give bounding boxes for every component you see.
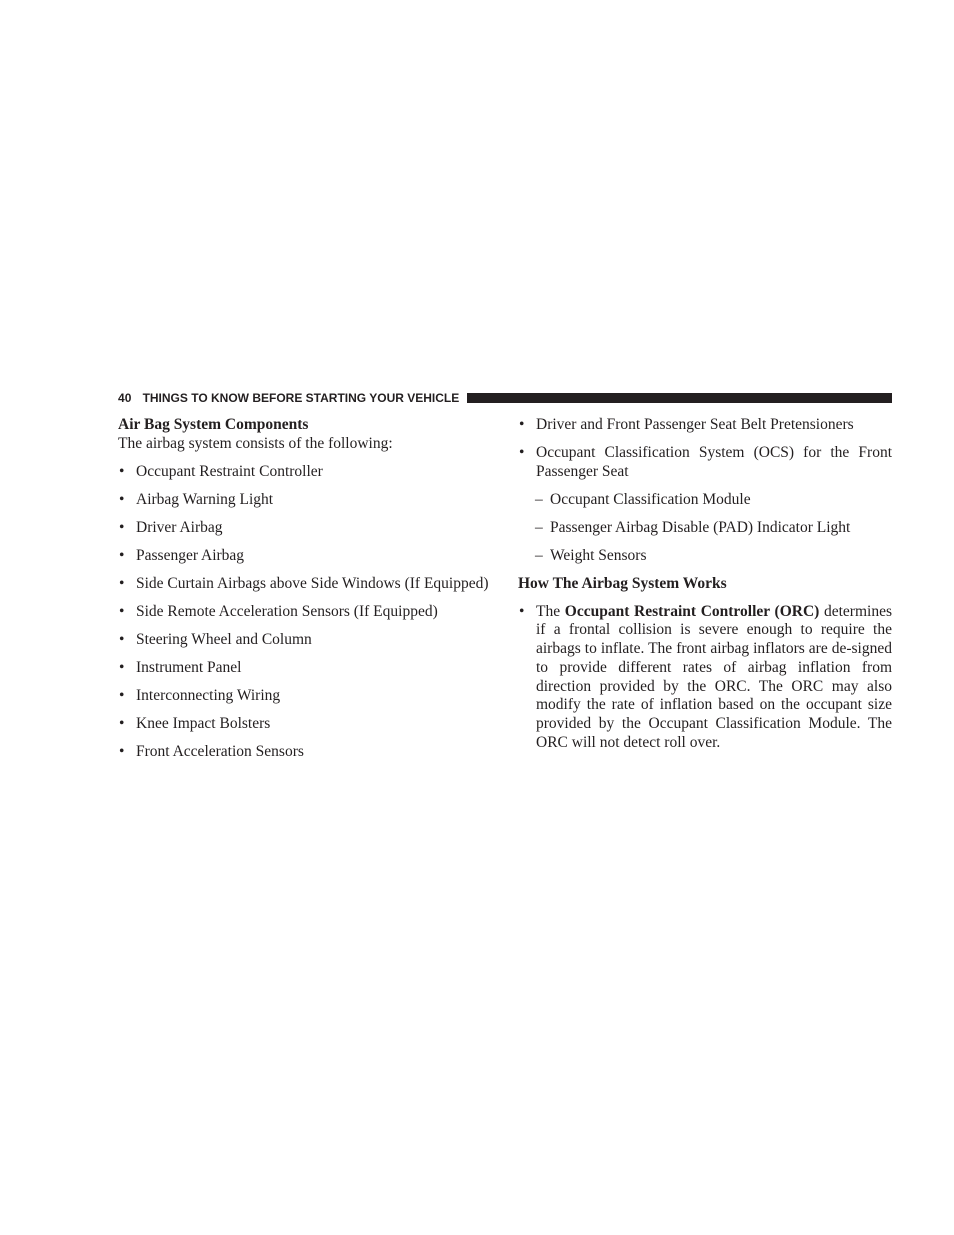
left-column (118, 416, 492, 771)
list-item-text: Side Remote Acceleration Sensors (If Equipped) (136, 602, 438, 620)
list-item (118, 491, 492, 510)
list-item-text: Airbag Warning Light (136, 490, 274, 508)
sub-list-item (518, 547, 892, 566)
list-item-text: Driver and Front Passenger Seat Belt Pretensioners (536, 416, 854, 433)
list-item (118, 659, 492, 678)
bullet-icon: • (119, 686, 125, 704)
bullet-icon: • (119, 602, 125, 620)
list-item (118, 743, 492, 762)
sub-list-item-text: Occupant Classification Module (550, 490, 751, 508)
list-item-text: Knee Impact Bolsters (136, 714, 271, 732)
page-number: 40 (118, 391, 132, 405)
dash-icon: – (535, 518, 543, 536)
list-item-text: Side Curtain Airbags above Side Windows (If Equipped) (136, 574, 489, 592)
bullet-icon: • (119, 490, 125, 508)
list-item (118, 463, 492, 482)
list-item-text: Occupant Restraint Controller (136, 462, 323, 480)
sub-list-item-text: Weight Sensors (550, 546, 647, 564)
bullet-icon: • (119, 518, 125, 536)
list-item (118, 687, 492, 706)
list-item (118, 547, 492, 566)
bullet-icon: • (119, 714, 125, 732)
bullet-icon: • (119, 462, 125, 480)
sub-list-item-text: Passenger Airbag Disable (PAD) Indicator Light (550, 518, 851, 536)
list-item (118, 631, 492, 650)
list-item (118, 575, 492, 594)
header-rule (467, 393, 892, 403)
list-item (518, 444, 892, 481)
list-item (118, 519, 492, 538)
sub-list-item (518, 491, 892, 510)
bullet-icon: • (119, 742, 125, 760)
bullet-icon: • (519, 602, 525, 620)
list-item-text: Interconnecting Wiring (136, 686, 281, 704)
section-heading-components: Air Bag System Components (118, 416, 309, 433)
list-item (518, 603, 892, 753)
list-item (118, 715, 492, 734)
works-bold-term: Occupant Restraint Controller (ORC) (564, 602, 820, 620)
dash-icon: – (535, 546, 543, 564)
components-intro: The airbag system consists of the following: (118, 434, 393, 452)
running-header-title: THINGS TO KNOW BEFORE STARTING YOUR VEHICLE (142, 391, 460, 405)
list-item-text: Occupant Classification System (OCS) for the Front Passenger Seat (536, 444, 892, 480)
list-item-text: Passenger Airbag (136, 546, 245, 564)
bullet-icon: • (119, 658, 125, 676)
list-item (118, 603, 492, 622)
page-header (118, 390, 892, 406)
bullet-icon: • (519, 444, 525, 461)
works-rest: determines if a frontal collision is severe enough to require the airbags to inflate. The front airbag inflators are de-signed to provide different rates of airbag inflation from direction provided by the ORC. The ORC may also modify the rate of inflation based on the occupant size provided by the Occupant Classification Module. The ORC will not detect roll over. (536, 602, 892, 751)
bullet-icon: • (519, 416, 525, 433)
list-item-text: Front Acceleration Sensors (136, 742, 304, 760)
bullet-icon: • (119, 574, 125, 592)
bullet-icon: • (119, 630, 125, 648)
list-item-text: Steering Wheel and Column (136, 630, 312, 648)
section-heading-how-it-works: How The Airbag System Works (518, 574, 727, 592)
right-column (518, 416, 892, 762)
works-prefix: The (536, 602, 561, 620)
list-item (518, 416, 892, 435)
list-item-text: Instrument Panel (136, 658, 242, 676)
dash-icon: – (535, 490, 543, 508)
bullet-icon: • (119, 546, 125, 564)
works-paragraph (536, 603, 892, 751)
list-item-text: Driver Airbag (136, 518, 223, 536)
sub-list-item (518, 519, 892, 538)
